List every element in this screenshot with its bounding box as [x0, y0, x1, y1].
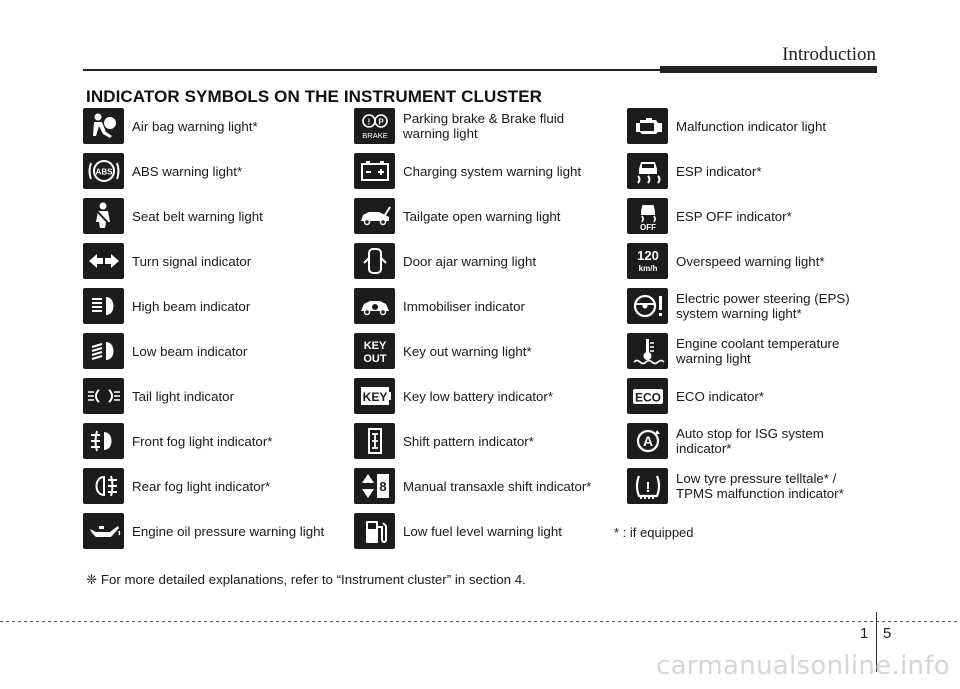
indicator-label: Malfunction indicator light [676, 118, 827, 134]
tail-light-icon [83, 378, 124, 414]
indicator-label: Seat belt warning light [132, 208, 263, 224]
indicator-label: Engine oil pressure warning light [132, 523, 325, 539]
indicator-row [83, 153, 242, 189]
indicator-label: ESP OFF indicator* [676, 208, 792, 224]
svg-text:KEY: KEY [362, 390, 387, 404]
indicator-label: Charging system warning light [403, 163, 582, 179]
abs-icon [83, 153, 124, 189]
indicator-label: Shift pattern indicator* [403, 433, 534, 449]
esp-icon [627, 153, 668, 189]
svg-text:BRAKE: BRAKE [361, 131, 388, 140]
tailgate-open-icon [354, 198, 395, 234]
indicator-label: Parking brake & Brake fluid warning light [403, 111, 565, 141]
parking-brake-icon [354, 108, 395, 144]
indicator-label: Key out warning light* [403, 343, 532, 359]
indicator-row [627, 198, 792, 234]
indicator-row [83, 198, 263, 234]
footer-rule [0, 621, 960, 622]
svg-text:!: ! [645, 479, 650, 496]
auto-stop-icon [627, 423, 668, 459]
indicator-label: Door ajar warning light [403, 253, 537, 269]
chapter-title: Introduction [782, 44, 876, 65]
indicator-label: Engine coolant temperature warning light [676, 336, 840, 366]
header-rule [83, 69, 660, 71]
indicator-label: High beam indicator [132, 298, 251, 314]
airbag-icon [83, 108, 124, 144]
svg-text:!: ! [367, 117, 370, 127]
indicator-row [83, 288, 250, 324]
svg-text:ABS: ABS [95, 167, 112, 177]
indicator-row [354, 198, 560, 234]
indicator-row [627, 378, 764, 414]
indicator-row [627, 468, 844, 504]
immobiliser-icon [354, 288, 395, 324]
low-beam-icon [83, 333, 124, 369]
indicator-row [627, 333, 839, 369]
turn-signal-icon [83, 243, 124, 279]
coolant-temp-icon [627, 333, 668, 369]
indicator-label: ESP indicator* [676, 163, 762, 179]
svg-text:A: A [642, 433, 653, 449]
battery-icon [354, 153, 395, 189]
indicator-row [354, 513, 562, 549]
low-fuel-icon [354, 513, 395, 549]
indicator-row [83, 513, 324, 549]
indicator-row [354, 378, 553, 414]
chapter-number: 1 [860, 625, 869, 642]
indicator-row [83, 468, 270, 504]
overspeed-icon [627, 243, 668, 279]
manual-shift-icon [354, 468, 395, 504]
oil-pressure-icon [83, 513, 124, 549]
engine-malfunction-icon [627, 108, 668, 144]
indicator-row [83, 243, 251, 279]
svg-text:KEY: KEY [363, 340, 386, 352]
front-fog-icon [83, 423, 124, 459]
indicator-label: Auto stop for ISG system indicator* [676, 426, 824, 456]
indicator-row [83, 333, 247, 369]
indicator-label: Manual transaxle shift indicator* [403, 478, 592, 494]
indicator-row [627, 108, 826, 144]
shift-pattern-icon [354, 423, 395, 459]
seat-belt-icon [83, 198, 124, 234]
indicator-label: Overspeed warning light* [676, 253, 825, 269]
indicator-row [354, 153, 581, 189]
section-title: INDICATOR SYMBOLS ON THE INSTRUMENT CLUSTER [86, 87, 543, 106]
page-number: 5 [883, 625, 892, 642]
svg-text:OUT: OUT [362, 353, 387, 365]
eco-icon [627, 378, 668, 414]
svg-text:8: 8 [378, 479, 387, 494]
high-beam-icon [83, 288, 124, 324]
indicator-row [627, 423, 824, 459]
door-ajar-icon [354, 243, 395, 279]
indicator-row [354, 423, 534, 459]
indicator-label: Tailgate open warning light [403, 208, 561, 224]
indicator-label: Immobiliser indicator [403, 298, 525, 314]
indicator-row [83, 423, 272, 459]
reference-note: ❈ For more detailed explanations, refer to “Instrument cluster” in section 4. [86, 572, 526, 587]
indicator-label: ECO indicator* [676, 388, 764, 404]
indicator-label: ABS warning light* [132, 163, 243, 179]
rear-fog-icon [83, 468, 124, 504]
svg-text:120: 120 [636, 248, 659, 263]
key-battery-icon [354, 378, 395, 414]
watermark: carmanualsonline.info [655, 651, 950, 681]
indicator-label: Low fuel level warning light [403, 523, 562, 539]
svg-text:OFF: OFF [639, 223, 656, 232]
header-rule-bar [660, 66, 877, 73]
indicator-row [627, 288, 850, 324]
indicator-label: Low beam indicator [132, 343, 248, 359]
indicator-label: Electric power steering (EPS) system warning light* [676, 291, 850, 321]
indicator-label: Key low battery indicator* [403, 388, 554, 404]
indicator-label: Rear fog light indicator* [132, 478, 271, 494]
indicator-label: Tail light indicator [132, 388, 234, 404]
indicator-label: Low tyre pressure telltale* / TPMS malfunction indicator* [676, 471, 844, 501]
esp-off-icon [627, 198, 668, 234]
key-out-icon [354, 333, 395, 369]
svg-text:ECO: ECO [634, 390, 661, 405]
indicator-row [627, 243, 825, 279]
indicator-label: Front fog light indicator* [132, 433, 273, 449]
indicator-row [83, 108, 258, 144]
indicator-row [354, 243, 536, 279]
indicator-row [627, 153, 762, 189]
svg-text:P: P [377, 117, 384, 127]
indicator-row [83, 378, 234, 414]
indicator-row [354, 468, 591, 504]
tpms-icon [627, 468, 668, 504]
eps-icon [627, 288, 668, 324]
indicator-label: Air bag warning light* [132, 118, 258, 134]
indicator-label: Turn signal indicator [132, 253, 252, 269]
indicator-row [354, 333, 532, 369]
indicator-row [354, 288, 525, 324]
footnote: * : if equipped [614, 525, 694, 540]
indicator-row [354, 108, 564, 144]
svg-text:km/h: km/h [638, 264, 657, 273]
